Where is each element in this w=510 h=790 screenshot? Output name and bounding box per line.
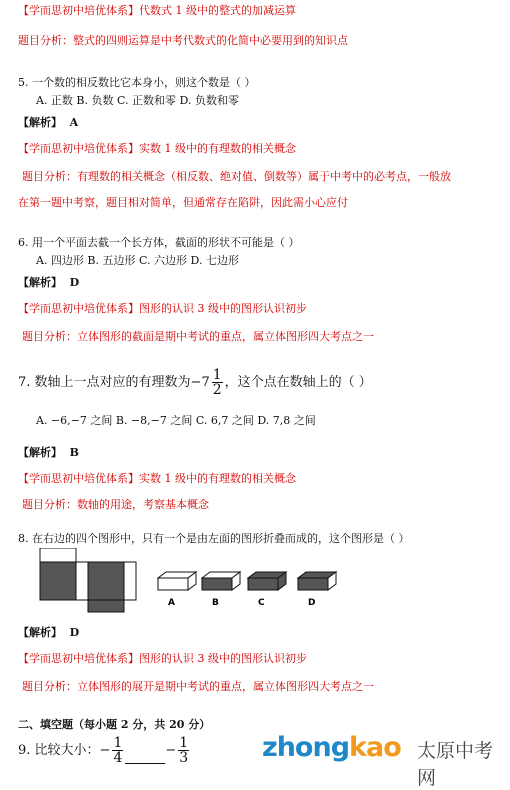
q5-answer: 【解析】 A [18, 116, 79, 129]
watermark-en: zhongkao [262, 732, 401, 763]
question-7-options: A. −6,−7 之间 B. −8,−7 之间 C. 6,7 之间 D. 7,8 之间 [36, 414, 316, 427]
figure-option-d [298, 572, 336, 590]
q6-analysis: 题目分析：立体图形的截面是期中考试的重点，属立体图形四大考点之一 [22, 330, 374, 343]
figure-label-b: B [212, 598, 219, 608]
question-7: 7. 数轴上一点对应的有理数为−7 $\frac{1}{2}$ ，这个点在数轴上的（ ） [18, 367, 372, 398]
site-watermark-logo [262, 730, 510, 789]
question-5: 5. 一个数的相反数比它本身小，则这个数是（ ） [18, 76, 256, 89]
q8-answer: 【解析】 D [18, 626, 80, 639]
figure-label-d: D [308, 598, 316, 608]
q5-knowledge-tag: 【学而思初中培优体系】实数 1 级中的有理数的相关概念 [18, 142, 296, 155]
figure-option-a [158, 572, 196, 590]
q8-figures [0, 548, 510, 614]
figure-label-a: A [168, 598, 175, 608]
figure-option-c [248, 572, 286, 590]
question-8: 8. 在右边的四个图形中，只有一个是由左面的图形折叠而成的，这个图形是（ ） [18, 532, 410, 545]
q7-knowledge-tag: 【学而思初中培优体系】实数 1 级中的有理数的相关概念 [18, 472, 296, 485]
q9-fraction-b: $\frac{1}{3}$ [179, 735, 189, 766]
q7-analysis: 题目分析：数轴的用途，考察基本概念 [22, 498, 209, 511]
question-5-options: A. 正数 B. 负数 C. 正数和零 D. 负数和零 [36, 94, 239, 107]
q9-fraction-a: $\frac{1}{4}$ [113, 735, 123, 766]
q8-knowledge-tag: 【学而思初中培优体系】图形的认识 3 级中的图形认识初步 [18, 652, 307, 665]
analysis-1: 题目分析：整式的四则运算是中考代数式的化简中必要用到的知识点 [18, 34, 348, 47]
figure-option-b [202, 572, 240, 590]
q6-knowledge-tag: 【学而思初中培优体系】图形的认识 3 级中的图形认识初步 [18, 302, 307, 315]
section-2-heading: 二、填空题（每小题 2 分，共 20 分） [18, 718, 211, 731]
q5-analysis-line-1: 题目分析：有理数的相关概念（相反数、绝对值、倒数等）属于中考中的必考点，一般放 [22, 170, 451, 183]
unfolded-net [40, 548, 136, 612]
q6-answer: 【解析】 D [18, 276, 80, 289]
q7-answer: 【解析】 B [18, 446, 79, 459]
question-6-options: A. 四边形 B. 五边形 C. 六边形 D. 七边形 [36, 254, 239, 267]
q5-analysis-line-2: 在第一题中考察，题目相对简单，但通常存在陷阱，因此需小心应付 [18, 196, 348, 209]
question-9: 9. 比较大小：− $\frac{1}{4}$ − $\frac{1}{3}$ [18, 735, 189, 766]
question-6: 6. 用一个平面去截一个长方体，截面的形状不可能是（ ） [18, 236, 300, 249]
q7-fraction: $\frac{1}{2}$ [212, 367, 222, 398]
knowledge-tag-1: 【学而思初中培优体系】代数式 1 级中的整式的加减运算 [18, 4, 296, 17]
watermark-cn: 太原中考网 [417, 740, 494, 789]
q8-analysis: 题目分析：立体图形的展开是期中考试的重点，属立体图形四大考点之一 [22, 680, 374, 693]
figure-label-c: C [258, 598, 265, 608]
